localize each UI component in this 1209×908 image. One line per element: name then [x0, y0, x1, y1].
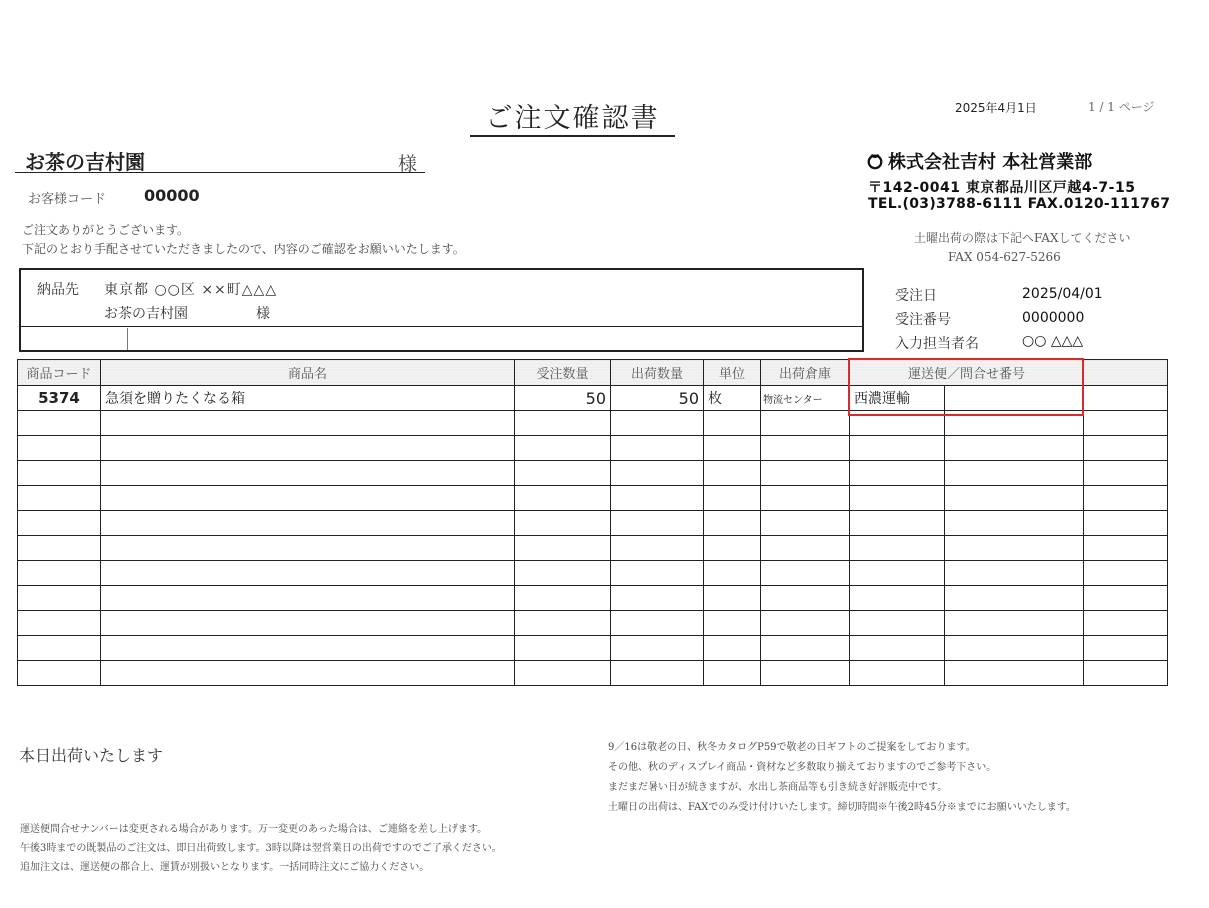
- order-number-value: 0000000: [1022, 310, 1085, 326]
- cell-product-code: 5374: [18, 386, 101, 411]
- order-number-label: 受注番号: [895, 312, 951, 328]
- table-row: [18, 586, 1168, 611]
- cell-ship-qty: 50: [611, 386, 704, 411]
- cell-extra: [1084, 386, 1168, 411]
- table-row: [18, 611, 1168, 636]
- header-warehouse: 出荷倉庫: [761, 360, 850, 386]
- company-tel-fax: TEL.(03)3788-6111 FAX.0120-111767: [868, 196, 1171, 212]
- customer-underline: [15, 172, 425, 173]
- shipping-today-notice: 本日出荷いたします: [19, 746, 164, 765]
- cell-product-name: 急須を贈りたくなる箱: [101, 386, 515, 411]
- cell-order-qty: 50: [515, 386, 611, 411]
- notice-left-1: 運送便問合せナンバーは変更される場合があります。万一変更のあった場合は、ご連絡を差し上げます。: [20, 824, 488, 835]
- notice-right-1: 9／16は敬老の日、秋冬カタログP59で敬老の日ギフトのご提案をしております。: [608, 742, 976, 753]
- notice-left-3: 追加注文は、運送便の都合上、運賃が別扱いとなります。一括同時注文にご協力ください。: [20, 862, 430, 873]
- document-title: ご注文確認書: [470, 96, 675, 137]
- company-address: 〒142-0041 東京都品川区戸越4-7-15: [868, 180, 1136, 196]
- header-product-code: 商品コード: [18, 360, 101, 386]
- greeting-line-1: ご注文ありがとうございます。: [22, 223, 190, 237]
- greeting-line-2: 下記のとおり手配させていただきましたので、内容のご確認をお願いいたします。: [22, 242, 465, 256]
- delivery-cursor-line: [127, 328, 128, 350]
- customer-name: お茶の吉村園: [25, 150, 145, 174]
- notice-right-3: まだまだ暑い日が続きますが、水出し茶商品等も引き続き好評販売中です。: [608, 782, 948, 793]
- notice-right-4: 土曜日の出荷は、FAXでのみ受け付けいたします。締切時間※午後2時45分※までにお願いいたします。: [608, 802, 1076, 813]
- header-carrier-tracking: 運送便／問合せ番号: [850, 360, 1084, 386]
- table-row: [18, 561, 1168, 586]
- entry-staff-value: ○○ △△△: [1022, 333, 1084, 349]
- order-date-label: 受注日: [895, 288, 937, 304]
- table-row: [18, 511, 1168, 536]
- header-product-name: 商品名: [101, 360, 515, 386]
- company-name: 株式会社吉村 本社営業部: [888, 152, 1093, 173]
- company-name-block: [866, 148, 1092, 174]
- saturday-fax: FAX 054-627-5266: [948, 250, 1061, 264]
- customer-code-label: お客様コード: [28, 192, 107, 207]
- delivery-label: 納品先: [37, 282, 79, 298]
- saturday-note: 土曜出荷の際は下記へFAXしてください: [914, 231, 1131, 245]
- cell-warehouse: 物流センター: [761, 386, 850, 411]
- header-unit: 単位: [704, 360, 761, 386]
- table-row: [18, 536, 1168, 561]
- table-row: [18, 486, 1168, 511]
- table-row: [18, 436, 1168, 461]
- table-row: [18, 461, 1168, 486]
- table-row: [18, 636, 1168, 661]
- entry-staff-label: 入力担当者名: [895, 336, 979, 352]
- cell-carrier: 西濃運輸: [850, 386, 945, 411]
- cell-unit: 枚: [704, 386, 761, 411]
- company-logo-icon: [866, 152, 884, 170]
- delivery-name: お茶の吉村園: [104, 306, 188, 322]
- carrier-highlight-box: [848, 358, 1084, 416]
- table-row: [18, 661, 1168, 686]
- delivery-divider: [19, 326, 864, 327]
- delivery-honorific: 様: [256, 306, 270, 322]
- header-blank: [1084, 360, 1168, 386]
- customer-honorific: 様: [398, 153, 418, 175]
- customer-code: 00000: [144, 186, 200, 205]
- header-ship-qty: 出荷数量: [611, 360, 704, 386]
- order-date-value: 2025/04/01: [1022, 286, 1103, 302]
- notice-right-2: その他、秋のディスプレイ商品・資材など多数取り揃えておりますのでご参考下さい。: [608, 762, 997, 773]
- notice-left-2: 午後3時までの既製品のご注文は、即日出荷致します。3時以降は翌営業日の出荷ですのでご了承ください。: [20, 843, 502, 854]
- issue-date: 2025年4月1日: [955, 101, 1037, 115]
- page-indicator: 1 / 1 ページ: [1088, 100, 1155, 114]
- header-order-qty: 受注数量: [515, 360, 611, 386]
- delivery-address: 東京都 ○○区 ××町△△△: [104, 282, 278, 298]
